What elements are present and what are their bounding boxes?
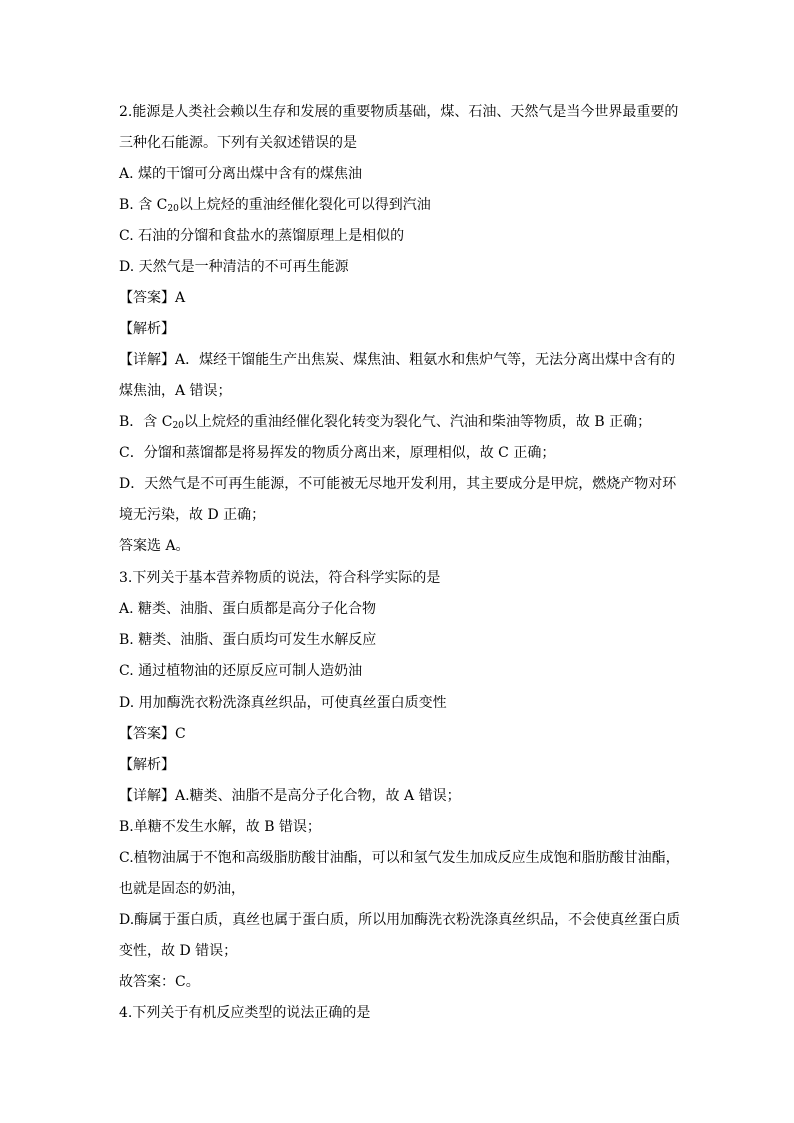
q3-option-b: B. 糖类、油脂、蛋白质均可发生水解反应 xyxy=(119,632,377,648)
q2-analysis-heading: 【解析】 xyxy=(119,321,175,337)
q2-option-b-text-post: 以上烷烃的重油经催化裂化可以得到汽油 xyxy=(178,197,431,213)
q2-option-a: A. 煤的干馏可分离出煤中含有的煤焦油 xyxy=(119,166,363,182)
q2-stem-line1: 2.能源是人类社会赖以生存和发展的重要物质基础，煤、石油、天然气是当今世界最重要的 xyxy=(119,104,679,120)
q3-option-a: A. 糖类、油脂、蛋白质都是高分子化合物 xyxy=(119,601,377,617)
q3-detail-b: B.单糖不发生水解，故 B 错误； xyxy=(119,819,321,835)
q2-detail-b-text-pre: B．含 C xyxy=(119,414,173,430)
q2-stem-line2: 三种化石能源。下列有关叙述错误的是 xyxy=(119,135,357,151)
q2-answer: 【答案】A xyxy=(119,290,186,306)
q2-detail-d-line2: 境无污染，故 D 正确； xyxy=(119,507,266,523)
q3-detail-d-line1: D.酶属于蛋白质，真丝也属于蛋白质，所以用加酶洗衣粉洗涤真丝织品，不会使真丝蛋白质 xyxy=(119,912,681,928)
q3-conclusion: 故答案：C。 xyxy=(119,974,200,990)
q3-detail-d-line2: 变性，故 D 错误； xyxy=(119,943,238,959)
q2-option-b-text-pre: B. 含 C xyxy=(119,197,168,213)
q2-detail-b-subscript: 20 xyxy=(172,421,184,431)
q2-detail-d-line1: D．天然气是不可再生能源，不可能被无尽地开发利用，其主要成分是甲烷，燃烧产物对环 xyxy=(119,476,677,492)
q2-option-c: C. 石油的分馏和食盐水的蒸馏原理上是相似的 xyxy=(119,228,405,244)
q3-option-d: D. 用加酶洗衣粉洗涤真丝织品，可使真丝蛋白质变性 xyxy=(119,695,447,711)
q3-analysis-heading: 【解析】 xyxy=(119,757,175,773)
q2-detail-c: C．分馏和蒸馏都是将易挥发的物质分离出来，原理相似，故 C 正确； xyxy=(119,445,556,461)
q2-conclusion: 答案选 A。 xyxy=(119,538,190,554)
q2-detail-b-text-post: 以上烷烃的重油经催化裂化转变为裂化气、汽油和柴油等物质，故 B 正确； xyxy=(183,414,652,430)
q3-detail-c-line2: 也就是固态的奶油， xyxy=(119,881,245,897)
q2-detail-line2: 煤焦油，A 错误； xyxy=(119,383,232,399)
q4-stem: 4.下列关于有机反应类型的说法正确的是 xyxy=(119,1005,371,1021)
q3-answer: 【答案】C xyxy=(119,726,186,742)
q3-option-c: C. 通过植物油的还原反应可制人造奶油 xyxy=(119,663,363,679)
q2-option-b xyxy=(119,195,689,215)
q2-detail-line1: 【详解】A．煤经干馏能生产出焦炭、煤焦油、粗氨水和焦炉气等，无法分离出煤中含有的 xyxy=(119,352,676,368)
q2-detail-b xyxy=(119,412,689,432)
q3-detail-c-line1: C.植物油属于不饱和高级脂肪酸甘油酯，可以和氢气发生加成反应生成饱和脂肪酸甘油酯， xyxy=(119,850,680,866)
q2-option-d: D. 天然气是一种清洁的不可再生能源 xyxy=(119,259,349,275)
q3-stem: 3.下列关于基本营养物质的说法，符合科学实际的是 xyxy=(119,570,441,586)
q2-option-b-subscript: 20 xyxy=(167,204,179,214)
q3-detail-a: 【详解】A.糖类、油脂不是高分子化合物，故 A 错误； xyxy=(119,788,461,804)
